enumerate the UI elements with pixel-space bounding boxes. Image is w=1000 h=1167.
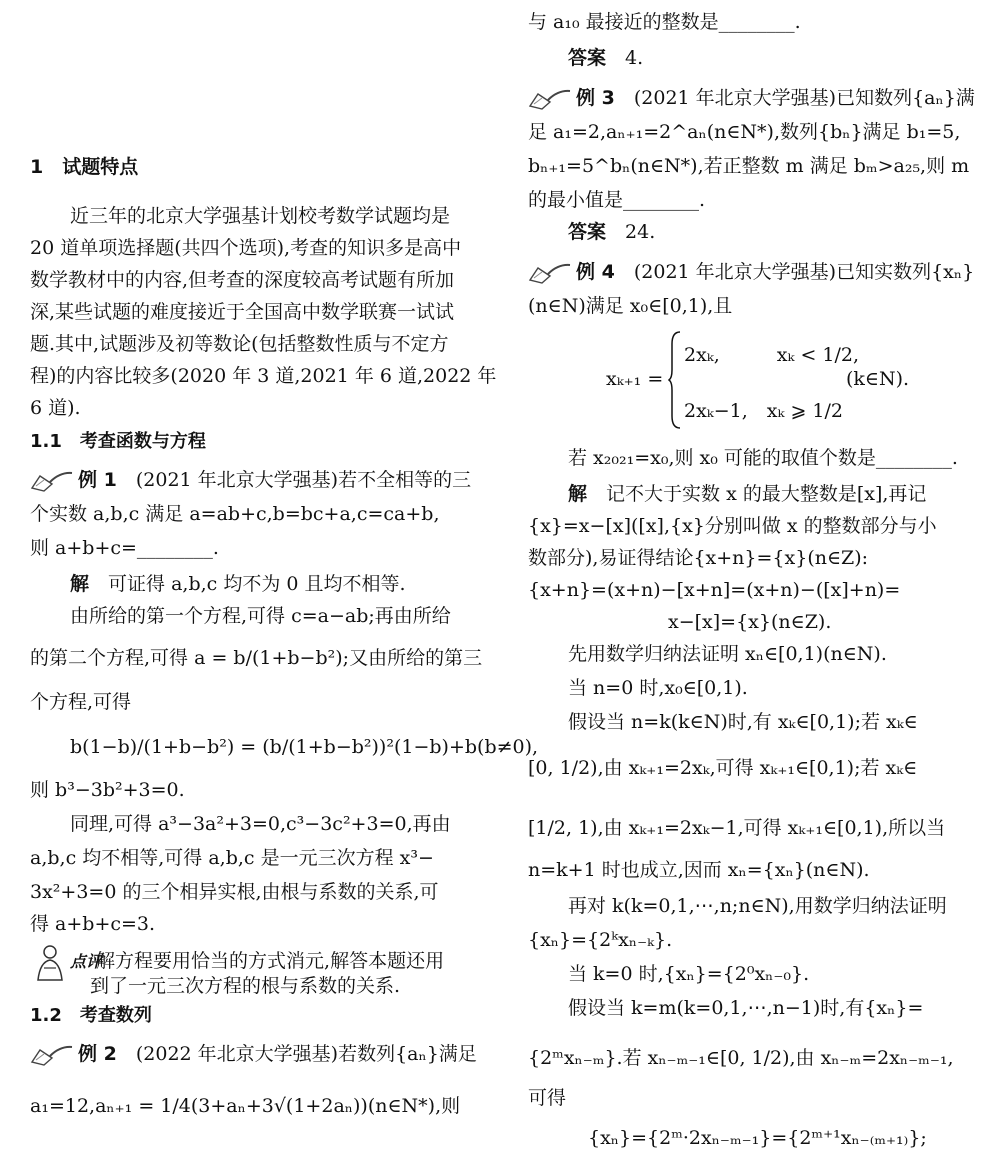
solution-line: 个方程,可得 (30, 691, 132, 713)
intro-line: 深,某些试题的难度接近于全国高中数学联赛一试试 (30, 301, 455, 323)
writing-icon (30, 1044, 76, 1066)
example-1-line: 则 a+b+c=________. (30, 537, 219, 559)
solution-label: 解 (70, 573, 90, 595)
solution-line: 当 k=0 时,{xₙ}={2⁰xₙ₋₀}. (568, 963, 810, 985)
intro-line: 6 道). (30, 397, 81, 419)
example-3-line: 例 3 (2021 年北京大学强基)已知数列{aₙ}满 (528, 86, 975, 110)
writing-icon (30, 470, 76, 492)
example-2-line: a₁=12,aₙ₊₁ = 1/4(3+aₙ+3√(1+2aₙ))(n∈N*),则 (30, 1095, 461, 1117)
solution-line: 解 可证得 a,b,c 均不为 0 且均不相等. (70, 573, 406, 595)
solution-line: {xₙ}={2ᵏxₙ₋ₖ}. (528, 929, 673, 951)
comment-text: 到了一元三次方程的根与系数的关系. (90, 975, 401, 997)
solution-line: 数部分),易证得结论{x+n}={x}(n∈Z): (528, 547, 869, 569)
intro-line: 20 道单项选择题(共四个选项),考查的知识多是高中 (30, 237, 462, 259)
example-3-line: 的最小值是________. (528, 189, 706, 211)
piecewise-case-2: 2xₖ−1, xₖ ⩾ 1/2 (684, 400, 844, 422)
piecewise-lhs: xₖ₊₁ = (606, 368, 664, 390)
solution-line: 的第二个方程,可得 a = b/(1+b−b²);又由所给的第三 (30, 647, 483, 669)
solution-line: n=k+1 时也成立,因而 xₙ={xₙ}(n∈N). (528, 859, 870, 881)
writing-icon (528, 262, 574, 284)
answer-label: 答案 (568, 47, 607, 69)
example-2-continued: 与 a₁₀ 最接近的整数是________. (528, 11, 801, 33)
solution-line: 3x²+3=0 的三个相异实根,由根与系数的关系,可 (30, 881, 439, 903)
example-label: 例 1 (78, 469, 117, 491)
answer-line: 答案 24. (568, 221, 656, 243)
piecewise-condition: (k∈N). (846, 368, 910, 390)
solution-line: {2ᵐxₙ₋ₘ}.若 xₙ₋ₘ₋₁∈[0, 1/2),由 xₙ₋ₘ=2xₙ₋ₘ₋₁, (528, 1047, 954, 1069)
example-3-line: bₙ₊₁=5^bₙ(n∈N*),若正整数 m 满足 bₘ>a₂₅,则 m (528, 155, 970, 177)
solution-equation: {x+n}=(x+n)−[x+n]=(x+n)−([x]+n)= (528, 579, 901, 601)
writing-icon (528, 88, 574, 110)
solution-line: 解 记不大于实数 x 的最大整数是[x],再记 (568, 483, 927, 505)
intro-line: 近三年的北京大学强基计划校考数学试题均是 (70, 205, 451, 227)
solution-line: 得 a+b+c=3. (30, 913, 156, 935)
solution-line: 假设当 n=k(k∈N)时,有 xₖ∈[0,1);若 xₖ∈ (568, 711, 918, 733)
example-4-line: 例 4 (2021 年北京大学强基)已知实数列{xₙ} (528, 260, 974, 284)
example-4-line: (n∈N)满足 x₀∈[0,1),且 (528, 295, 733, 317)
intro-line: 题.其中,试题涉及初等数论(包括整数性质与不定方 (30, 333, 449, 355)
piecewise-case-1: 2xₖ, xₖ < 1/2, (684, 344, 860, 366)
example-1-line (30, 468, 471, 492)
comment-label: 点评 (70, 952, 103, 971)
solution-line: 由所给的第一个方程,可得 c=a−ab;再由所给 (70, 605, 451, 627)
example-text: (2021 年北京大学强基)若不全相等的三 (135, 469, 472, 491)
solution-line: 则 b³−3b²+3=0. (30, 779, 185, 801)
sage-icon (30, 942, 70, 982)
solution-equation: b(1−b)/(1+b−b²) = (b/(1+b−b²))²(1−b)+b(b≠0), (70, 736, 539, 758)
solution-line: a,b,c 均不相等,可得 a,b,c 是一元三次方程 x³− (30, 847, 434, 869)
solution-line: 假设当 k=m(k=0,1,⋯,n−1)时,有{xₙ}= (568, 997, 924, 1019)
example-4-question: 若 x₂₀₂₁=x₀,则 x₀ 可能的取值个数是________. (568, 447, 958, 469)
subsection-heading: 1.1 考查函数与方程 (30, 431, 206, 452)
subsection-heading: 1.2 考查数列 (30, 1005, 152, 1026)
section-heading: 1 试题特点 (30, 156, 139, 178)
solution-line: [1/2, 1),由 xₖ₊₁=2xₖ−1,可得 xₖ₊₁∈[0,1),所以当 (528, 817, 946, 839)
answer-line: 答案 4. (568, 47, 644, 69)
solution-line: 先用数学归纳法证明 xₙ∈[0,1)(n∈N). (568, 643, 887, 665)
comment-text: 解方程要用恰当的方式消元,解答本题还用 (96, 950, 445, 972)
example-label: 例 2 (78, 1043, 117, 1065)
piecewise-equation (606, 330, 986, 430)
example-label: 例 4 (576, 261, 615, 283)
example-2-line: 例 2 (2022 年北京大学强基)若数列{aₙ}满足 (30, 1042, 477, 1066)
solution-equation: {xₙ}={2ᵐ·2xₙ₋ₘ₋₁}={2ᵐ⁺¹xₙ₋₍ₘ₊₁₎}; (588, 1127, 927, 1149)
example-1-line: 个实数 a,b,c 满足 a=ab+c,b=bc+a,c=ca+b, (30, 503, 440, 525)
intro-line: 程)的内容比较多(2020 年 3 道,2021 年 6 道,2022 年 (30, 365, 497, 387)
example-3-line: 足 a₁=2,aₙ₊₁=2^aₙ(n∈N*),数列{bₙ}满足 b₁=5, (528, 121, 961, 143)
brace-icon (668, 330, 682, 430)
example-label: 例 3 (576, 87, 615, 109)
solution-equation: x−[x]={x}(n∈Z). (668, 611, 832, 633)
intro-line: 数学教材中的内容,但考查的深度较高考试题有所加 (30, 269, 455, 291)
solution-line: 当 n=0 时,x₀∈[0,1). (568, 677, 748, 699)
solution-line: {x}=x−[x]([x],{x}分别叫做 x 的整数部分与小 (528, 515, 937, 537)
solution-line: [0, 1/2),由 xₖ₊₁=2xₖ,可得 xₖ₊₁∈[0,1);若 xₖ∈ (528, 757, 918, 779)
solution-line: 同理,可得 a³−3a²+3=0,c³−3c²+3=0,再由 (70, 813, 451, 835)
solution-line: 可得 (528, 1087, 567, 1109)
solution-line: 再对 k(k=0,1,⋯,n;n∈N),用数学归纳法证明 (568, 895, 947, 917)
